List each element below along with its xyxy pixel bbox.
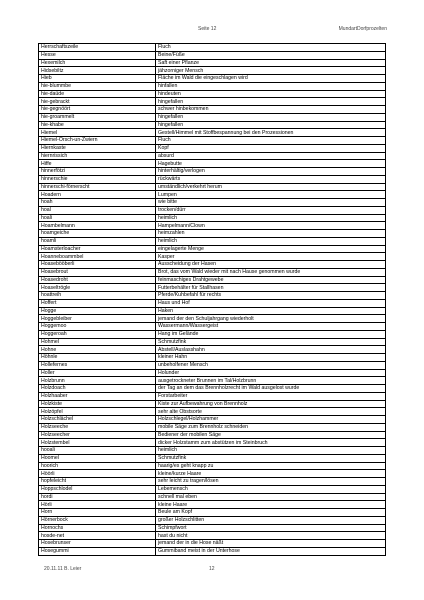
meaning-cell: mobile Säge zum Brennholz schneiden: [156, 423, 386, 431]
dialect-term-cell: Hoggeroah: [39, 330, 156, 338]
dialect-term-cell: Hesse: [39, 51, 156, 59]
table-row: [39, 478, 386, 486]
table-row: [39, 470, 386, 478]
table-row: [39, 377, 386, 385]
dialect-term-cell: Holzbrunn: [39, 377, 156, 385]
meaning-cell: Beine/Füße: [156, 51, 386, 59]
dialect-term-cell: Hoasebrout: [39, 268, 156, 276]
table-row: [39, 400, 386, 408]
dialect-term-cell: hinnerschie: [39, 175, 156, 183]
table-row: [39, 144, 386, 152]
dialect-term-cell: hoal: [39, 206, 156, 214]
table-row: [39, 493, 386, 501]
dialect-term-cell: Hoffert: [39, 299, 156, 307]
table-row: [39, 284, 386, 292]
meaning-cell: heimlich: [156, 237, 386, 245]
dialect-term-cell: hie-khabe: [39, 121, 156, 129]
meaning-cell: Beule am Kopf: [156, 509, 386, 517]
table-row: [39, 385, 386, 393]
dialect-term-cell: hie-groammelt: [39, 113, 156, 121]
table-row: [39, 307, 386, 315]
dialect-term-cell: Hornochs: [39, 524, 156, 532]
meaning-cell: Ausscheidung der Hasen: [156, 261, 386, 269]
table-row: [39, 129, 386, 137]
dialect-term-cell: hiernrissich: [39, 152, 156, 160]
dialect-term-cell: Hollefernes: [39, 361, 156, 369]
glossary-table: [38, 43, 386, 556]
dialect-term-cell: hoali: [39, 214, 156, 222]
meaning-cell: schwer hinbekommen: [156, 106, 386, 114]
meaning-cell: Kiste zur Aufbewahrung von Brennholz: [156, 400, 386, 408]
dialect-term-cell: Hogge: [39, 307, 156, 315]
dialect-term-cell: Hörnerbock: [39, 516, 156, 524]
meaning-cell: dicker Holzstamm zum abstützen im Steinbruch: [156, 439, 386, 447]
dialect-term-cell: Horn: [39, 509, 156, 517]
table-row: [39, 261, 386, 269]
meaning-cell: hingefallen: [156, 121, 386, 129]
meaning-cell: sehr leicht zu tragen/lösen: [156, 478, 386, 486]
meaning-cell: trocken/dürr: [156, 206, 386, 214]
document-title: MundartDorfprozelten: [338, 26, 387, 32]
dialect-term-cell: Hiffe: [39, 160, 156, 168]
table-row: [39, 431, 386, 439]
table-row: [39, 315, 386, 323]
table-row: [39, 532, 386, 540]
meaning-cell: Holzschlegel/Holzhammer: [156, 416, 386, 424]
meaning-cell: hingefallen: [156, 98, 386, 106]
meaning-cell: hindeuten: [156, 90, 386, 98]
meaning-cell: Pferde/Kuhbefahl für rechts: [156, 292, 386, 300]
meaning-cell: sehr alte Obstsorte: [156, 408, 386, 416]
table-row: [39, 392, 386, 400]
meaning-cell: heimlich: [156, 214, 386, 222]
meaning-cell: hingefallen: [156, 113, 386, 121]
table-row: [39, 485, 386, 493]
dialect-term-cell: hordi: [39, 493, 156, 501]
table-row: [39, 90, 386, 98]
meaning-cell: Fluch: [156, 137, 386, 145]
table-row: [39, 346, 386, 354]
table-row: [39, 501, 386, 509]
meaning-cell: hinfallen: [156, 82, 386, 90]
table-row: [39, 361, 386, 369]
dialect-term-cell: hie-blummbe: [39, 82, 156, 90]
dialect-term-cell: Holzseeche: [39, 423, 156, 431]
table-row: [39, 152, 386, 160]
table-row: [39, 82, 386, 90]
meaning-cell: schnell mal eben: [156, 493, 386, 501]
table-row: [39, 509, 386, 517]
table-row: [39, 547, 386, 555]
table-row: [39, 338, 386, 346]
table-row: [39, 230, 386, 238]
dialect-term-cell: Hiernkaste: [39, 144, 156, 152]
dialect-term-cell: Hiemel: [39, 129, 156, 137]
meaning-cell: Hang im Gelände: [156, 330, 386, 338]
dialect-term-cell: Hoaseltrögle: [39, 284, 156, 292]
dialect-term-cell: hie-daüde: [39, 90, 156, 98]
table-row: [39, 447, 386, 455]
table-row: [39, 423, 386, 431]
meaning-cell: großer Holzschlitten: [156, 516, 386, 524]
dialect-term-cell: Hoggebleiber: [39, 315, 156, 323]
table-row: [39, 330, 386, 338]
dialect-term-cell: Holzhaaber: [39, 392, 156, 400]
meaning-cell: heimlich: [156, 447, 386, 455]
table-row: [39, 516, 386, 524]
dialect-term-cell: hoamgeiche: [39, 230, 156, 238]
meaning-cell: eingelagerte Menge: [156, 245, 386, 253]
table-row: [39, 160, 386, 168]
dialect-term-cell: Hoasebööberli: [39, 261, 156, 269]
dialect-term-cell: Herrschaftszeile: [39, 44, 156, 52]
meaning-cell: Fluch: [156, 44, 386, 52]
table-row: [39, 323, 386, 331]
dialect-term-cell: Hoggemoo: [39, 323, 156, 331]
dialect-term-cell: Holzkiste: [39, 400, 156, 408]
meaning-cell: Wassermann/Wassergeist: [156, 323, 386, 331]
table-row: [39, 44, 386, 52]
table-row: [39, 292, 386, 300]
dialect-term-cell: hosde-net: [39, 532, 156, 540]
dialect-term-cell: Hidsebiltz: [39, 67, 156, 75]
meaning-cell: Gestell/Himmel mit Stoffbespannung bei den Prozessionen: [156, 129, 386, 137]
dialect-term-cell: hoamli: [39, 237, 156, 245]
table-row: [39, 75, 386, 83]
dialect-term-cell: hopfeleicht: [39, 478, 156, 486]
table-row: [39, 268, 386, 276]
dialect-term-cell: Hoppschlodel: [39, 485, 156, 493]
meaning-cell: Forstarbeiter: [156, 392, 386, 400]
table-row: [39, 540, 386, 548]
dialect-term-cell: hoorich: [39, 462, 156, 470]
table-row: [39, 67, 386, 75]
table-row: [39, 199, 386, 207]
dialect-term-cell: Holler: [39, 369, 156, 377]
table-row: [39, 98, 386, 106]
meaning-cell: Abstell/Auslasshahn: [156, 346, 386, 354]
table-row: [39, 59, 386, 67]
meaning-cell: jemand der den Schuljahrgang wiederholt: [156, 315, 386, 323]
dialect-term-cell: Hörli: [39, 501, 156, 509]
page-header-label: Seite 12: [198, 26, 217, 32]
dialect-term-cell: Holzöpfel: [39, 408, 156, 416]
meaning-cell: jemand der in die Hose näßt: [156, 540, 386, 548]
table-row: [39, 439, 386, 447]
dialect-term-cell: Hexemilch: [39, 59, 156, 67]
table-row: [39, 168, 386, 176]
table-row: [39, 106, 386, 114]
meaning-cell: Gummiband meist in der Unterhose: [156, 547, 386, 555]
dialect-term-cell: Hoanneboammbel: [39, 253, 156, 261]
meaning-cell: feinmaschiges Drahtgewebe: [156, 276, 386, 284]
table-row: [39, 369, 386, 377]
table-row: [39, 237, 386, 245]
meaning-cell: haarig/es geht knapp zu: [156, 462, 386, 470]
meaning-cell: ausgetrockneter Brunnen im Tal/Holzbrunn: [156, 377, 386, 385]
table-row: [39, 113, 386, 121]
meaning-cell: Lumpen: [156, 191, 386, 199]
meaning-cell: der Tag an dem das Brennholzrecht im Wald ausgelost wurde: [156, 385, 386, 393]
table-row: [39, 245, 386, 253]
table-row: [39, 191, 386, 199]
dialect-term-cell: Hohne: [39, 346, 156, 354]
table-row: [39, 222, 386, 230]
glossary-body: [39, 44, 386, 556]
meaning-cell: Saft einer Pflanze: [156, 59, 386, 67]
dialect-term-cell: Hoamsterloacher: [39, 245, 156, 253]
table-row: [39, 416, 386, 424]
table-row: [39, 408, 386, 416]
dialect-term-cell: Hiemel-Orsch-un-Zwiern: [39, 137, 156, 145]
meaning-cell: wie bitte: [156, 199, 386, 207]
meaning-cell: rückwärts: [156, 175, 386, 183]
meaning-cell: Futterbehälter für Stallhasen: [156, 284, 386, 292]
dialect-term-cell: hoah: [39, 199, 156, 207]
meaning-cell: Lebemensch: [156, 485, 386, 493]
table-row: [39, 51, 386, 59]
meaning-cell: Bediener der mobilen Säge: [156, 431, 386, 439]
meaning-cell: Brot, das vom Wald wieder mit nach Hause genommen wurde: [156, 268, 386, 276]
meaning-cell: Haken: [156, 307, 386, 315]
table-row: [39, 454, 386, 462]
table-row: [39, 276, 386, 284]
meaning-cell: heimzahlen: [156, 230, 386, 238]
meaning-cell: Fläche im Wald die eingeschlagen wird: [156, 75, 386, 83]
table-row: [39, 299, 386, 307]
dialect-term-cell: Holzstembel: [39, 439, 156, 447]
dialect-term-cell: Hosegummi: [39, 547, 156, 555]
meaning-cell: Schmutzfink: [156, 454, 386, 462]
meaning-cell: kleiner Hahn: [156, 354, 386, 362]
table-row: [39, 121, 386, 129]
meaning-cell: kleine Haare: [156, 501, 386, 509]
footer-date-author: 20.11.11 B. Leier: [44, 566, 82, 572]
dialect-term-cell: Holzschlächel: [39, 416, 156, 424]
dialect-term-cell: Hoambelmann: [39, 222, 156, 230]
dialect-term-cell: hinnerfötzi: [39, 168, 156, 176]
dialect-term-cell: Hosebrunser: [39, 540, 156, 548]
dialect-term-cell: hinnerschi-förnerscht: [39, 183, 156, 191]
dialect-term-cell: Hoadern: [39, 191, 156, 199]
table-row: [39, 183, 386, 191]
table-row: [39, 175, 386, 183]
dialect-term-cell: Hieb: [39, 75, 156, 83]
meaning-cell: Holunder: [156, 369, 386, 377]
dialect-term-cell: hoattreih: [39, 292, 156, 300]
dialect-term-cell: Holzdoach: [39, 385, 156, 393]
meaning-cell: hast du nicht: [156, 532, 386, 540]
table-row: [39, 253, 386, 261]
meaning-cell: Kopf: [156, 144, 386, 152]
dialect-term-cell: hooali: [39, 447, 156, 455]
meaning-cell: Schimpfwort: [156, 524, 386, 532]
dialect-term-cell: Hoomel: [39, 454, 156, 462]
meaning-cell: umständlich/verkehrt herum: [156, 183, 386, 191]
dialect-term-cell: Holzseecher: [39, 431, 156, 439]
footer-page-number: 12: [209, 566, 215, 572]
meaning-cell: absurd: [156, 152, 386, 160]
dialect-term-cell: hie-gegnöört: [39, 106, 156, 114]
table-row: [39, 354, 386, 362]
table-row: [39, 214, 386, 222]
meaning-cell: Haus und Hof: [156, 299, 386, 307]
dialect-term-cell: Hohmel: [39, 338, 156, 346]
meaning-cell: hinterhältig/verlogen: [156, 168, 386, 176]
dialect-term-cell: hie-gebrackt: [39, 98, 156, 106]
meaning-cell: Hagebutte: [156, 160, 386, 168]
meaning-cell: Schmutzfink: [156, 338, 386, 346]
meaning-cell: jähzorniger Mensch: [156, 67, 386, 75]
dialect-term-cell: Höhnle: [39, 354, 156, 362]
meaning-cell: Kasper: [156, 253, 386, 261]
table-row: [39, 206, 386, 214]
meaning-cell: unbeholfener Mensch: [156, 361, 386, 369]
table-row: [39, 137, 386, 145]
dialect-term-cell: Hoasedroht: [39, 276, 156, 284]
meaning-cell: kleine/kurze Haare: [156, 470, 386, 478]
table-row: [39, 524, 386, 532]
meaning-cell: Hampelmann/Clown: [156, 222, 386, 230]
dialect-term-cell: Höörli: [39, 470, 156, 478]
table-row: [39, 462, 386, 470]
